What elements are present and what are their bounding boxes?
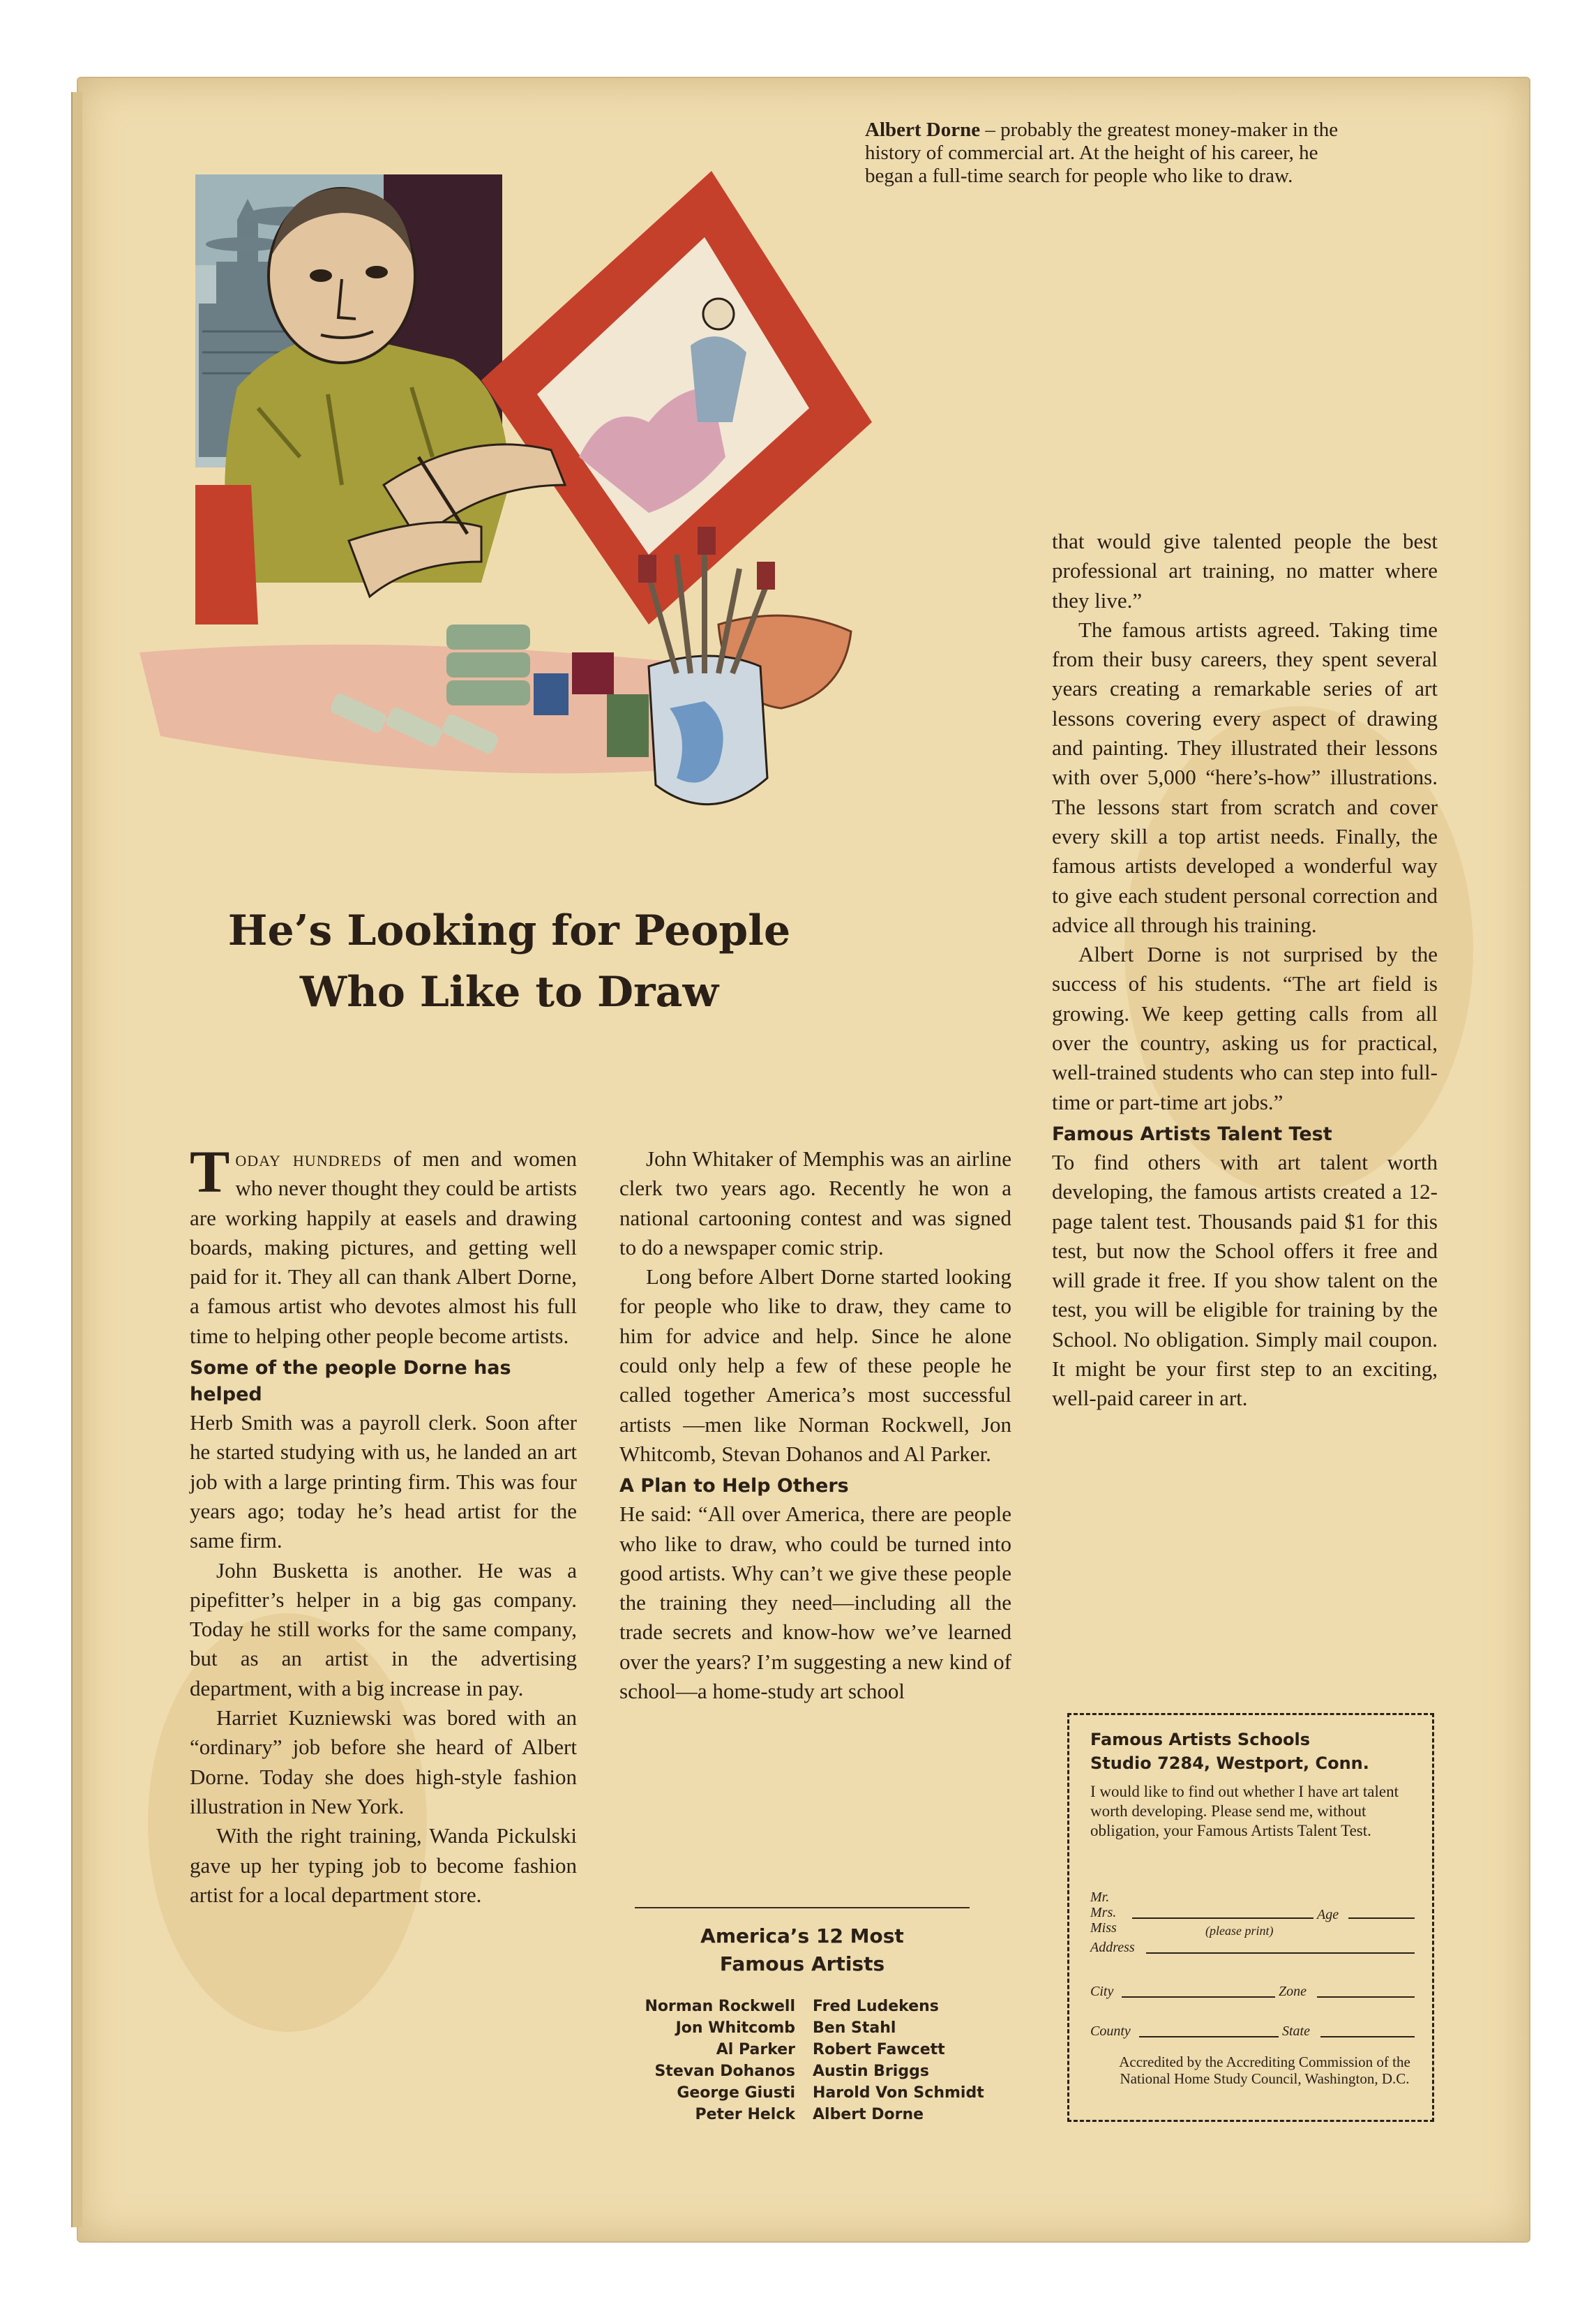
coupon-title xyxy=(1090,1728,1432,1775)
col2-paragraph-3: He said: “All over America, there are people who like to draw, who could be turned into good artists. Why can’t we give these people the training they need—including all the trade secrets and know-how we’ve learned over the years? I’m suggesting a new kind of school—a home-study art school xyxy=(619,1502,1011,1704)
address-label: Address xyxy=(1090,1940,1135,1955)
mr-label: Mr. xyxy=(1090,1890,1110,1905)
city-field[interactable] xyxy=(1122,1996,1275,1998)
coupon-studio-address: Studio 7284, Westport, Conn. xyxy=(1090,1753,1369,1773)
mrs-label: Mrs. xyxy=(1090,1905,1117,1920)
artists-title-line-1: America’s 12 Most xyxy=(700,1924,904,1947)
artist-name: Austin Briggs xyxy=(813,2063,929,2080)
col3-paragraph-1: that would give talented people the best professional art training, no matter where they live.” xyxy=(1052,529,1438,613)
col1-paragraph-2: Herb Smith was a payroll clerk. Soon after he started studying with us, he landed an art job with a large printing firm. This was four years ago; today he’s head artist for the same firm. xyxy=(190,1410,577,1553)
artist-name: Jon Whitcomb xyxy=(675,2019,795,2037)
artists-list-title xyxy=(614,1922,991,1978)
col2-paragraph-2: Long before Albert Dorne started looking for people who like to draw, they came to him for advice and help. Since he alone could only help a few of these people he called together America’s most successful artists —men like Norman Rockwell, Jon Whitcomb, Stevan Dohanos and Al Parker. xyxy=(619,1264,1011,1466)
subheading-plan: A Plan to Help Others xyxy=(619,1475,849,1497)
artist-name: Ben Stahl xyxy=(813,2019,896,2037)
divider-rule xyxy=(635,1907,970,1908)
col1-paragraph-3: John Busketta is another. He was a pipefitter’s helper in a big gas company. Today he still works for the same company, but as an artist in the advertising department, with a big increase in pay. xyxy=(190,1557,577,1700)
state-field[interactable] xyxy=(1320,2036,1415,2037)
please-print-note: (please print) xyxy=(1205,1924,1274,1938)
caption-text: – probably the greatest money-maker in the history of commercial art. At the height of his career, he began a full-time search for people who like to draw. xyxy=(865,119,1339,187)
address-field[interactable] xyxy=(1146,1952,1415,1954)
drop-cap: T xyxy=(190,1138,230,1205)
artist-name: Norman Rockwell xyxy=(645,1998,795,2015)
lead-caps: oday hundreds xyxy=(235,1146,382,1171)
accreditation-note: Accredited by the Accrediting Commission of the National Home Study Council, Washington, D.C. xyxy=(1119,2054,1410,2087)
coupon-body: I would like to find out whether I have art talent worth developing. Please send me, without obligation, your Famous Artists Talent Test. xyxy=(1090,1783,1399,1839)
subheading-people-helped: Some of the people Dorne has helped xyxy=(190,1357,511,1406)
zone-field[interactable] xyxy=(1317,1996,1415,1998)
col3-paragraph-4: To find others with art talent worth developing, the famous artists created a 12-page talent test. Thousands paid $1 for this test, but now the School offers it free and will grade it free. If you show talent on the test, you will be eligible for training by the School. No obligation. Simply mail coupon. It might be your first step to an exciting, well-paid career in art. xyxy=(1052,1149,1438,1411)
artist-name: Fred Ludekens xyxy=(813,1998,939,2015)
artist-name: Al Parker xyxy=(716,2041,795,2058)
column-3 xyxy=(1052,527,1438,1414)
artist-name: Albert Dorne xyxy=(813,2106,924,2123)
artists-right-list xyxy=(813,1996,1022,2125)
county-label: County xyxy=(1090,2024,1131,2039)
miss-label: Miss xyxy=(1090,1920,1117,1936)
artists-title-line-2: Famous Artists xyxy=(719,1952,885,1975)
col3-paragraph-3: Albert Dorne is not surprised by the success of his students. “The art field is growing. We keep getting calls from all over the country, asking us for practical, well-trained students who can step into full-time or part-time art jobs.” xyxy=(1052,942,1438,1114)
name-field[interactable] xyxy=(1132,1917,1313,1919)
page-edge xyxy=(71,92,82,2227)
mail-coupon[interactable] xyxy=(1067,1713,1434,2122)
artist-name: Harold Von Schmidt xyxy=(813,2084,984,2102)
artist-name: Robert Fawcett xyxy=(813,2041,945,2058)
col2-paragraph-1: John Whitaker of Memphis was an airline clerk two years ago. Recently he won a national cartooning contest and was signed to do a newspaper comic strip. xyxy=(619,1146,1011,1259)
subheading-talent-test: Famous Artists Talent Test xyxy=(1052,1123,1332,1145)
state-label: State xyxy=(1282,2024,1310,2039)
headline-line-1: He’s Looking for People xyxy=(227,906,791,955)
artist-name: Peter Helck xyxy=(695,2106,795,2123)
column-1 xyxy=(190,1138,577,1910)
caption-name: Albert Dorne xyxy=(865,119,981,141)
headline-line-2: Who Like to Draw xyxy=(299,968,719,1017)
albert-dorne-illustration xyxy=(119,94,949,925)
artist-name: Stevan Dohanos xyxy=(654,2063,795,2080)
col1-paragraph-4: Harriet Kuzniewski was bored with an “ordinary” job before she heard of Albert Dorne. Today she does high-style fashion illustration in New York. xyxy=(190,1705,577,1818)
col3-paragraph-2: The famous artists agreed. Taking time from their busy careers, they spent several years creating a remarkable series of art lessons covering every aspect of drawing and painting. They illustrated their lessons with over 5,000 “here’s-how” illustrations. The lessons start from scratch and cover every skill a top artist needs. Finally, the famous artists developed a wonderful way to give each student personal correction and advice all through his training. xyxy=(1052,617,1438,937)
column-2 xyxy=(619,1144,1011,1706)
col1-paragraph-1: of men and women who never thought they could be artists are working happily at easels and drawing boards, making pictures, and getting well paid for it. They all can thank Albert Dorne, a famous artist who devotes almost his full time to helping other people become artists. xyxy=(190,1146,577,1348)
artist-name: George Giusti xyxy=(677,2084,795,2102)
col1-paragraph-5: With the right training, Wanda Pickulski gave up her typing job to become fashion artist for a local department store. xyxy=(190,1823,577,1907)
illustration-caption xyxy=(865,119,1353,188)
zone-label: Zone xyxy=(1279,1984,1307,1999)
artists-left-list xyxy=(614,1996,795,2125)
county-field[interactable] xyxy=(1139,2036,1279,2037)
city-label: City xyxy=(1090,1984,1114,1999)
age-label: Age xyxy=(1317,1907,1339,1922)
age-field[interactable] xyxy=(1348,1917,1415,1919)
headline xyxy=(112,900,907,1023)
coupon-school-name: Famous Artists Schools xyxy=(1090,1730,1310,1749)
